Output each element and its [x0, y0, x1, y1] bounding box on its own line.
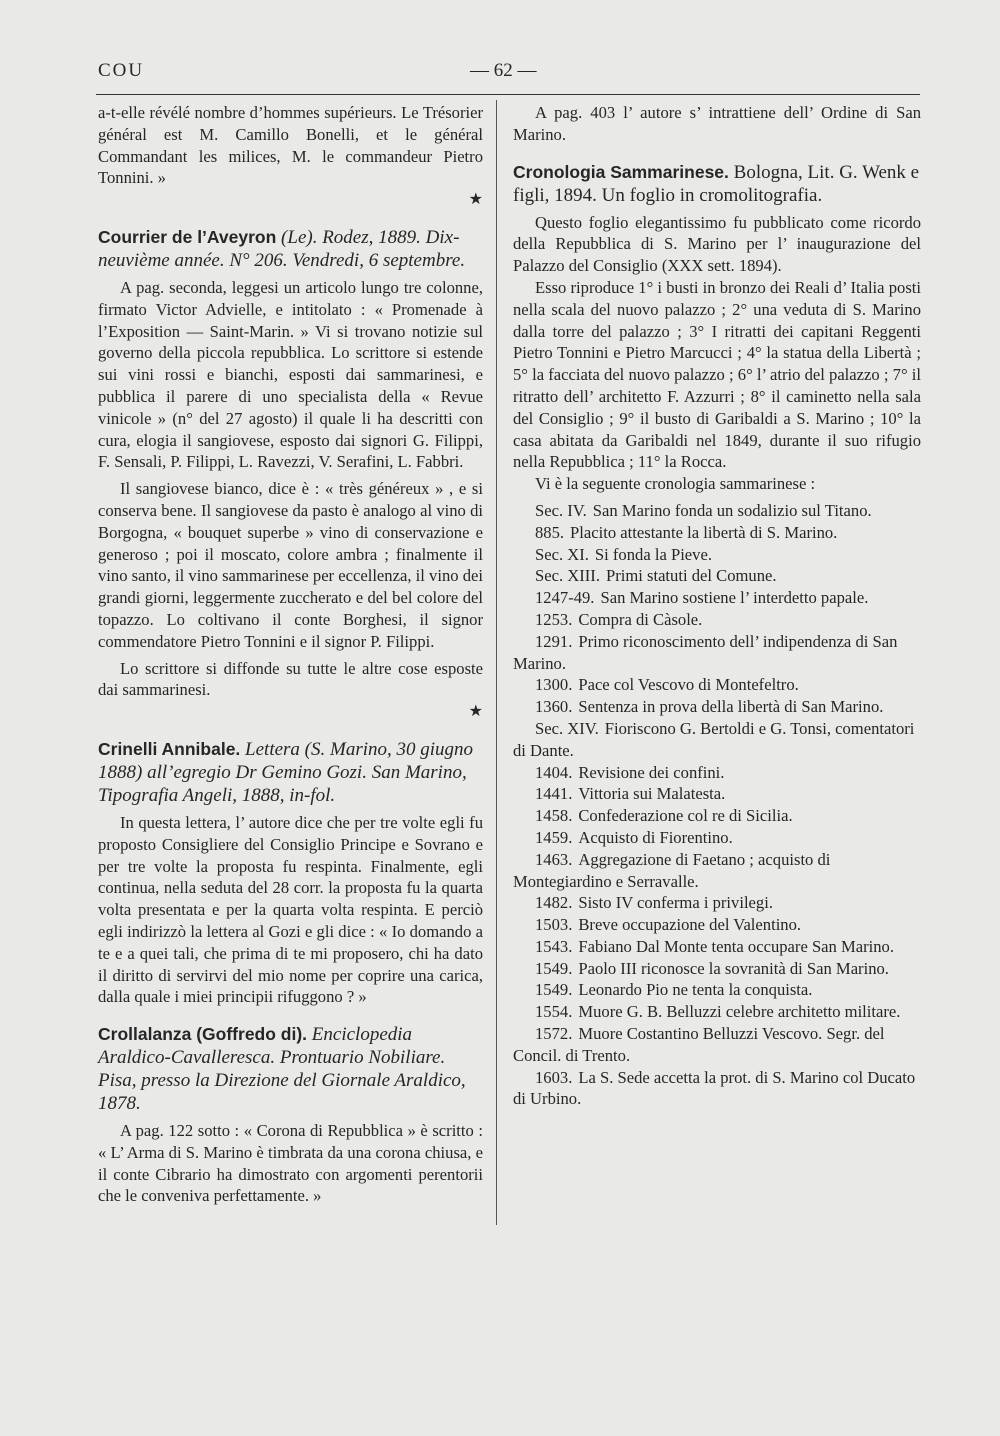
chronology-item: [513, 718, 921, 762]
chronology-text: Breve occupazione del Valentino.: [578, 915, 802, 935]
entry-citation: Bologna, Lit. G. Wenk e figli, 1894. Un foglio in cromolitografia.: [513, 161, 920, 206]
chronology-item: [513, 1067, 921, 1111]
chronology-text: Revisione dei confini.: [578, 762, 725, 782]
chronology-year: 1549.: [535, 980, 573, 1000]
entry-title: [98, 1023, 483, 1115]
chronology-item: [513, 609, 921, 631]
entry-citation: (Le). Rodez, 1889. Dix-neuvième année. N° 206. Vendredi, 6 septembre.: [98, 226, 466, 271]
chronology-item: [513, 587, 921, 609]
chronology-year: Sec. IV.: [535, 500, 587, 520]
paragraph: Il sangiovese bianco, dice è : « très généreux » , e si conserva bene. Il sangiovese da pasto è analogo al vino di Borgogna, « bouquet superbe » vino di conservazione e generoso ; poi il moscato, colore ambra ; finalmente il vino santo, il vino sammarinese per eccellenza, il vino dei grandi giorni, leggermente zuccherato e del bel colore del topazzo. Lo coltivano il conte Borghesi, il signor commendatore Pietro Tonnini e il signor P. Filippi.: [98, 479, 483, 651]
entry-heading: Crollalanza (Goffredo di).: [98, 1024, 308, 1045]
chronology-item: [513, 631, 921, 675]
chronology-item: [513, 696, 921, 718]
chronology-year: 885.: [535, 522, 565, 542]
chronology-year: Sec. XIV.: [535, 718, 599, 738]
paragraph: Vi è la seguente cronologia sammarinese :: [535, 474, 816, 494]
entry-title: [513, 161, 921, 207]
chronology-text: Placito attestante la libertà di S. Marino.: [570, 522, 838, 542]
chronology-list: [513, 500, 921, 1110]
chronology-year: 1463.: [535, 849, 573, 869]
running-head: COU: [98, 60, 145, 81]
chronology-year: Sec. XIII.: [535, 566, 600, 586]
chronology-item: [513, 914, 921, 936]
entry-heading: Cronologia Sammarinese.: [513, 161, 729, 182]
chronology-text: Primo riconoscimento dell’ indipendenza di San Marino.: [513, 631, 898, 673]
chronology-year: 1503.: [535, 915, 573, 935]
entry-heading: Crinelli Annibale.: [98, 738, 241, 759]
paragraph: Esso riproduce 1° i busti in bronzo dei Reali d’ Italia posti nella scala del nuovo palazzo ; 2° una veduta di S. Marino dalla torre del palazzo ; 3° I ritratti dei capitani Reggenti Pietro Tonnini e Pietro Marcucci ; 4° la statua della Libertà ; 5° la facciata del nuovo palazzo ; 6° l’ atrio del palazzo ; 7° il ritratto dell’ architetto F. Azzurri ; 8° il caminetto nella sala del Consiglio ; 9° il busto di Garibaldi a S. Marino ; 10° la casa abitata da Garibaldi nel 1849, durante il suo rifugio nella Repubblica ; 11° la Rocca.: [513, 277, 921, 472]
right-column: [513, 102, 921, 1110]
chronology-text: Sisto IV conferma i privilegi.: [578, 893, 773, 913]
chronology-year: 1549.: [535, 958, 573, 978]
left-column: [98, 102, 483, 1207]
entry-citation: Enciclopedia Araldico-Cavalleresca. Prontuario Nobiliare. Pisa, presso la Direzione del Giornale Araldico, 1878.: [98, 1024, 466, 1115]
paragraph: In questa lettera, l’ autore dice che per tre volte egli fu proposto Consigliere del Consiglio Principe e Sovrano e per tre volte la proposta fu respinta. Finalmente, egli continua, nella seduta del 28 corr. la proposta fu la quarta volta presentata e per la quarta volta respinta. E perciò egli indirizzò la lettera al Gozi e gli dice : « Io domando a te e a quei tali, che prima di te mi proposero, chi ha dato il diritto di servirvi del mio nome per coprire una carica, dalla quale i miei principii rifuggono ? »: [98, 812, 483, 1007]
chronology-item: [513, 1023, 921, 1067]
chronology-year: 1247-49.: [535, 588, 595, 608]
chronology-year: 1458.: [535, 806, 573, 826]
chronology-item: [513, 762, 921, 784]
chronology-text: Confederazione col re di Sicilia.: [578, 806, 793, 826]
star-icon: ★: [468, 191, 483, 209]
entry-citation: Lettera (S. Marino, 30 giugno 1888) all’egregio Dr Gemino Gozi. San Marino, Tipografia Angeli, 1888, in-fol.: [98, 738, 474, 806]
chronology-text: Muore Costantino Belluzzi Vescovo. Segr. del Concil. di Trento.: [513, 1024, 885, 1065]
chronology-item: [513, 544, 921, 566]
paragraph: A pag. seconda, leggesi un articolo lungo tre colonne, firmato Victor Advielle, e intitolato : « Promenade à l’Exposition — Saint-Marin. » Vi si trovano notizie sul governo della piccola repubblica. Lo scrittore si estende sui vini rossi e bianchi, esposti dai sammarinesi, e pubblica il parere di uno specialista della « Revue vinicole » (n° del 27 agosto) il quale li ha descritti con cura, elogia il sangiovese, esposto dai signori G. Filippi, F. Sensali, P. Filippi, L. Ravezzi, V. Serafini, L. Fabbri.: [98, 277, 483, 472]
entry-title: [98, 226, 483, 272]
paragraph: Lo scrittore si diffonde su tutte le altre cose esposte dai sammarinesi.: [98, 658, 483, 700]
chronology-year: 1300.: [535, 675, 573, 695]
star-icon: ★: [468, 703, 483, 721]
chronology-text: Leonardo Pio ne tenta la conquista.: [578, 980, 813, 1000]
chronology-item: [513, 565, 921, 587]
chronology-text: Compra di Càsole.: [578, 609, 703, 629]
chronology-item: [513, 849, 921, 893]
chronology-year: 1404.: [535, 762, 573, 782]
chronology-year: 1554.: [535, 1002, 573, 1022]
chronology-text: Sentenza in prova della libertà di San Marino.: [578, 697, 884, 717]
chronology-item: [513, 958, 921, 980]
chronology-year: 1360.: [535, 697, 573, 717]
chronology-text: Pace col Vescovo di Montefeltro.: [578, 675, 799, 695]
chronology-item: [513, 936, 921, 958]
entry-heading: Courrier de l’Aveyron: [98, 226, 277, 247]
chronology-text: Fabiano Dal Monte tenta occupare San Marino.: [578, 936, 894, 956]
entry-title: [98, 738, 483, 807]
paragraph: A pag. 403 l’ autore s’ intrattiene dell’ Ordine di San Marino.: [513, 103, 921, 144]
chronology-item: [513, 1001, 921, 1023]
chronology-year: 1459.: [535, 827, 573, 847]
chronology-text: San Marino fonda un sodalizio sul Titano.: [592, 500, 872, 520]
chronology-text: Primi statuti del Comune.: [605, 566, 777, 586]
chronology-item: [513, 522, 921, 544]
chronology-item: [513, 827, 921, 849]
page-number: — 62 —: [470, 60, 537, 81]
chronology-text: Muore G. B. Belluzzi celebre architetto militare.: [578, 1002, 901, 1022]
chronology-item: [513, 979, 921, 1001]
paragraph: a-t-elle révélé nombre d’hommes supérieurs. Le Trésorier général est M. Camillo Bonelli, et le général Commandant les milices, M. le commandeur Pietro Tonnini. »: [98, 103, 483, 188]
chronology-year: 1441.: [535, 784, 573, 804]
chronology-year: 1482.: [535, 893, 573, 913]
chronology-text: Aggregazione di Faetano ; acquisto di Montegiardino e Serravalle.: [513, 849, 831, 891]
chronology-text: Fioriscono G. Bertoldi e G. Tonsi, comentatori di Dante.: [513, 718, 915, 760]
chronology-item: [513, 805, 921, 827]
chronology-text: Vittoria sui Malatesta.: [578, 784, 726, 804]
chronology-item: [513, 892, 921, 914]
chronology-year: 1543.: [535, 936, 573, 956]
chronology-item: [513, 674, 921, 696]
chronology-year: Sec. XI.: [535, 544, 589, 564]
chronology-year: 1253.: [535, 609, 573, 629]
paragraph: A pag. 122 sotto : « Corona di Repubblica » è scritto : « L’ Arma di S. Marino è timbrata da una corona chiusa, e il conte Cibrario ha dimostrato con argomenti perentorii che le conveniva perfettamente. »: [98, 1121, 483, 1206]
chronology-text: San Marino sostiene l’ interdetto papale.: [600, 588, 869, 608]
chronology-year: 1572.: [535, 1024, 573, 1044]
chronology-item: [513, 783, 921, 805]
chronology-text: Paolo III riconosce la sovranità di San Marino.: [578, 958, 889, 978]
chronology-year: 1291.: [535, 631, 573, 651]
chronology-year: 1603.: [535, 1067, 573, 1087]
chronology-item: [513, 500, 921, 522]
chronology-text: La S. Sede accetta la prot. di S. Marino col Ducato di Urbino.: [513, 1067, 916, 1109]
column-divider: [496, 100, 497, 1225]
chronology-text: Si fonda la Pieve.: [594, 544, 712, 564]
chronology-text: Acquisto di Fiorentino.: [578, 827, 733, 847]
header-rule: [96, 94, 920, 95]
paragraph: Questo foglio elegantissimo fu pubblicato come ricordo della Repubblica di S. Marino per l’ inaugurazione del Palazzo del Consiglio (XXX sett. 1894).: [513, 212, 921, 276]
